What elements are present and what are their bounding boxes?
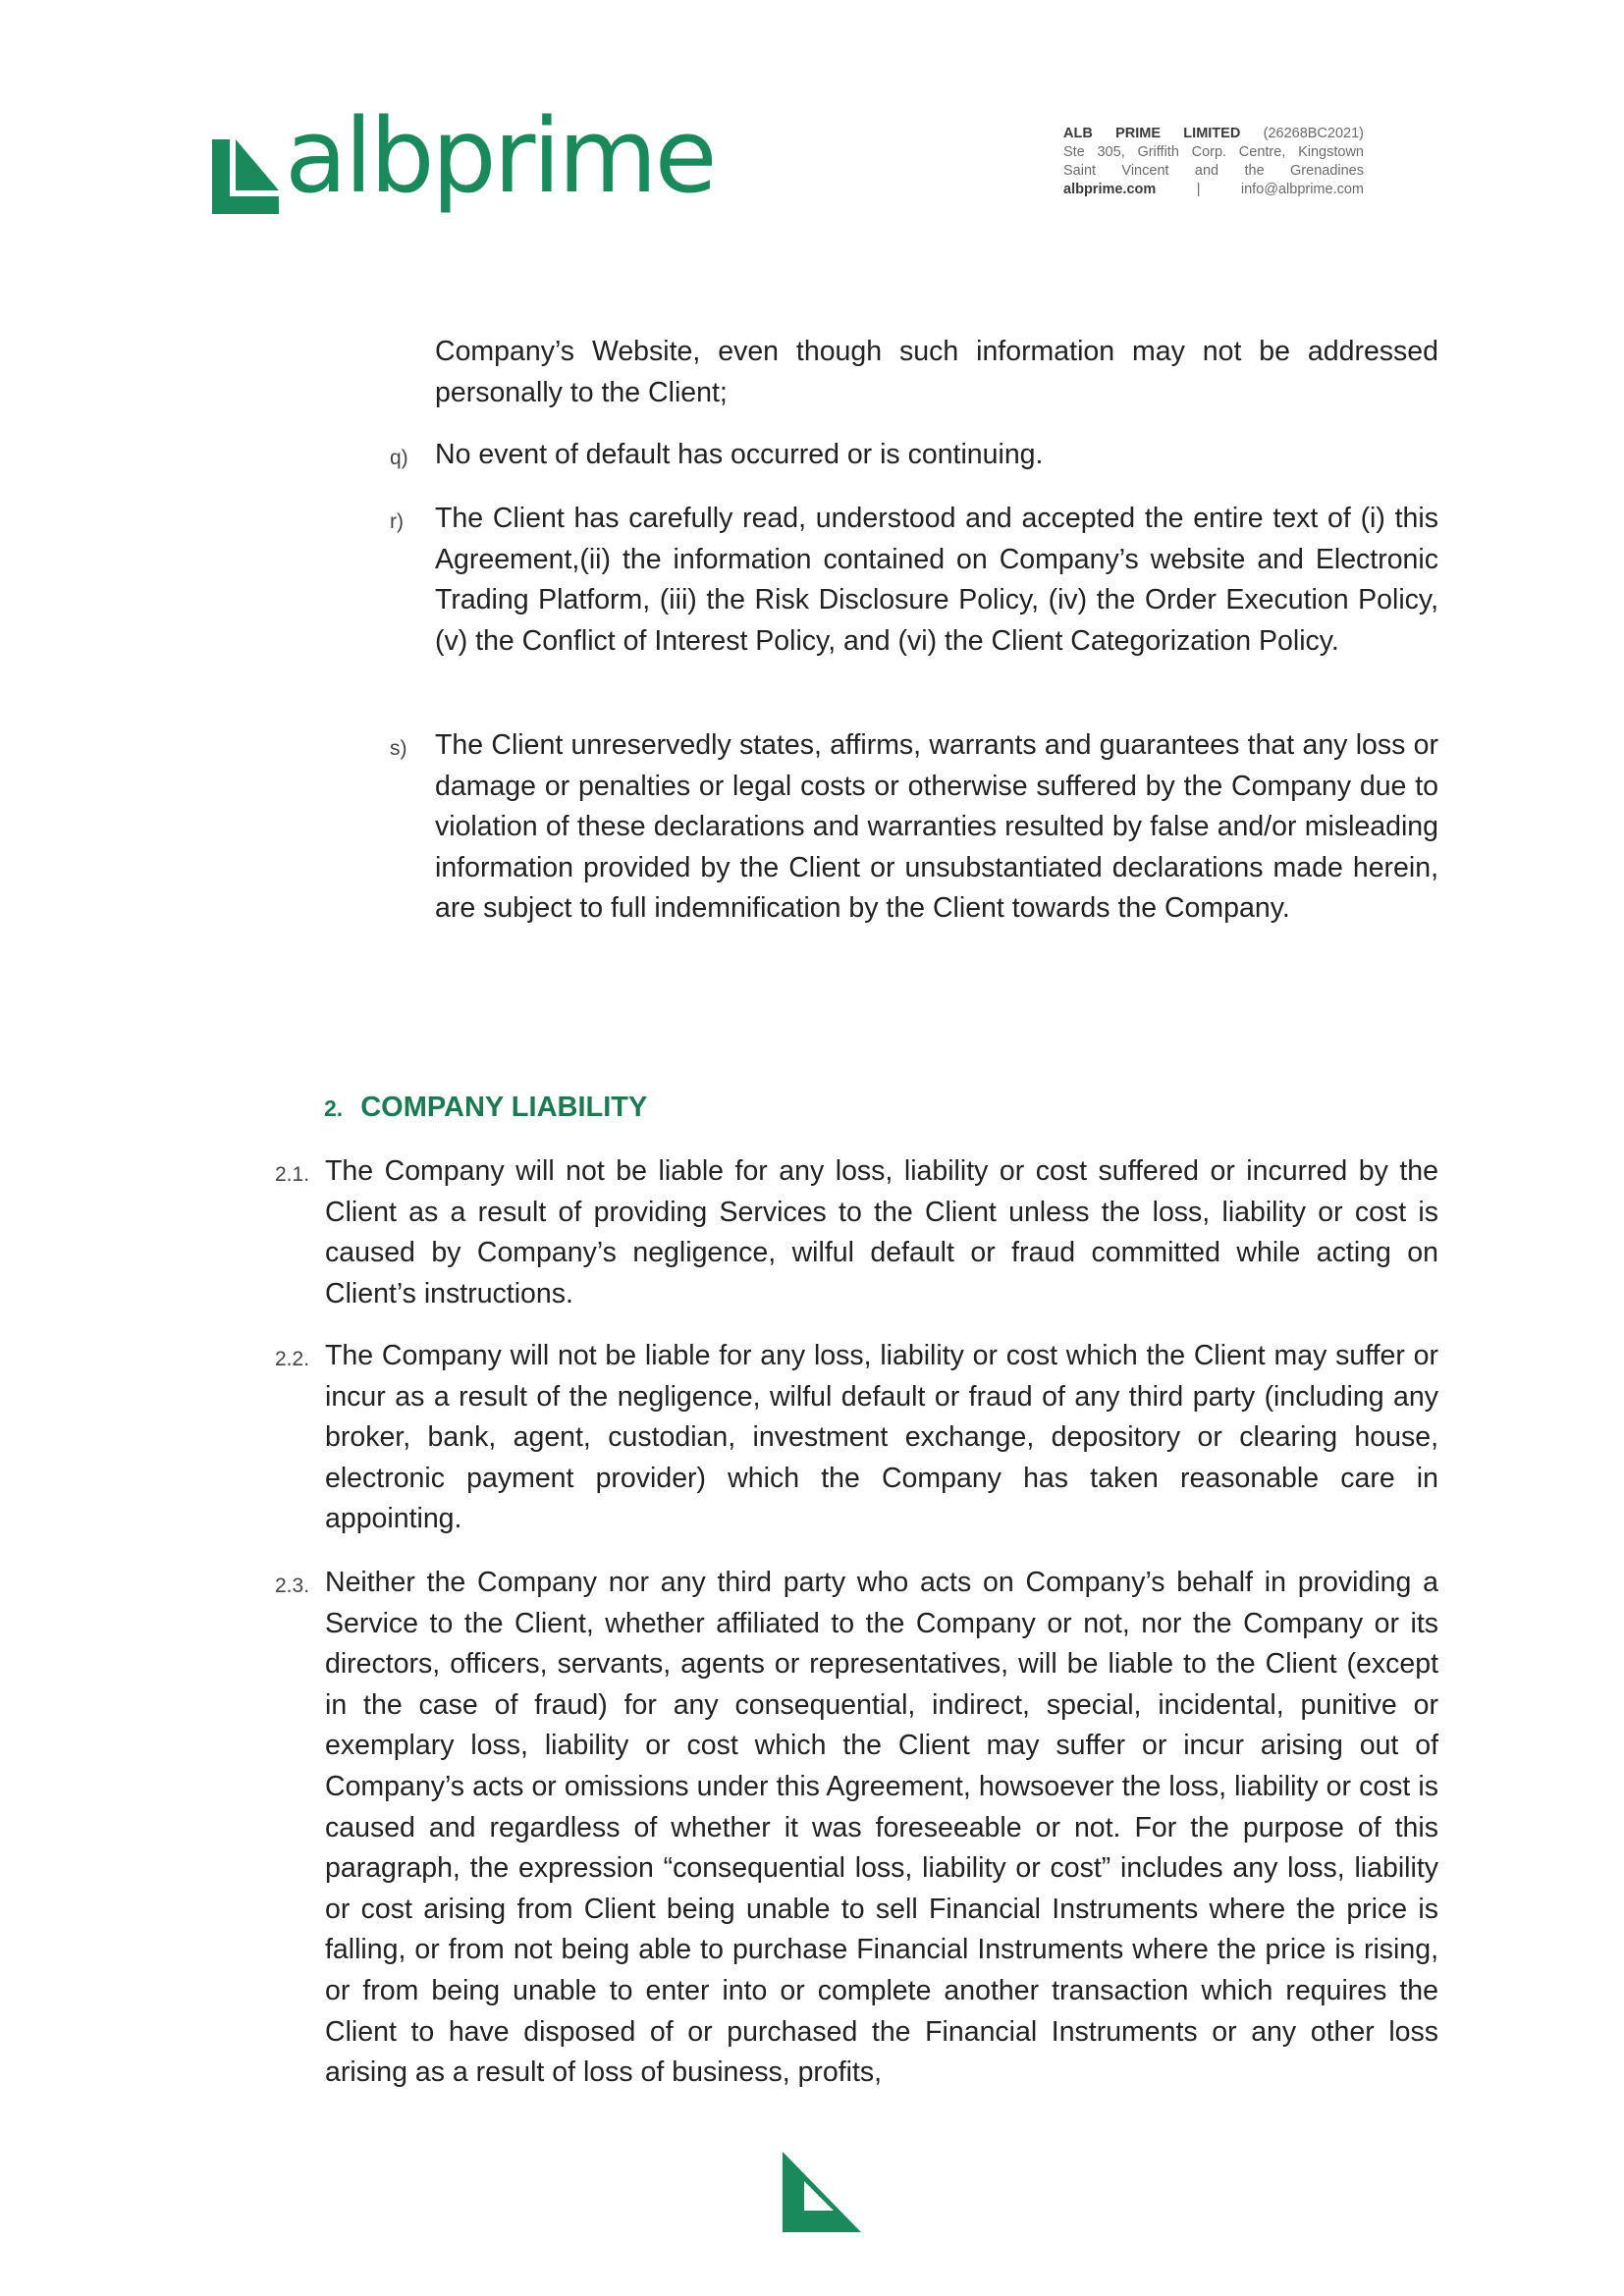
section-number: 2. <box>324 1095 344 1121</box>
registration-number: (26268BC2021) <box>1263 126 1364 141</box>
address-line-2: Saint Vincent and the Grenadines <box>1063 163 1364 179</box>
clause-2-2: The Company will not be liable for any loss, liability or cost which the Client may suffer or incur as a result of the negligence, wilful default or fraud of any third party (including any broker, bank, agent, custodian, investment exchange, depository or clearing house, electronic payment provider) which the Company has taken reasonable care in appointing. <box>325 1340 1438 1535</box>
company-info <box>1063 125 1364 199</box>
clause-2-1: The Company will not be liable for any loss, liability or cost suffered or incurred by the Client as a result of providing Services to the Client unless the loss, liability or cost is caused by Company’s negligence, wilful default or fraud committed while acting on Client’s instructions. <box>325 1155 1438 1309</box>
list-marker-s: s) <box>390 737 407 760</box>
list-item-s: The Client unreservedly states, affirms, warrants and guarantees that any loss or damage or penalties or legal costs or otherwise suffered by the Company due to violation of these declarations and warranties resulted by false and/or misleading information provided by the Client or unsubstantiated declarations made herein, are subject to full indemnification by the Client towards the Company. <box>435 729 1438 925</box>
list-item-q: No event of default has occurred or is continuing. <box>435 439 1044 470</box>
list-marker-q: q) <box>390 447 408 469</box>
clause-number-2-1: 2.1. <box>275 1163 310 1186</box>
footer-logo-mark-icon <box>783 2152 861 2232</box>
website-link[interactable]: albprime.com <box>1063 182 1157 197</box>
albprime-logo <box>212 96 715 216</box>
list-item-r: The Client has carefully read, understood and accepted the entire text of (i) this Agreement,(ii) the information contained on Company’s website and Electronic Trading Platform, (iii) the Risk Disclosure Policy, (iv) the Order Execution Policy, (v) the Conflict of Interest Policy, and (vi) the Client Categorization Policy. <box>435 503 1438 657</box>
address-line-1: Ste 305, Griffith Corp. Centre, Kingstown <box>1063 144 1364 160</box>
continuation-paragraph: Company’s Website, even though such information may not be addressed personally to the Client; <box>435 336 1438 408</box>
clause-2-3: Neither the Company nor any third party who acts on Company’s behalf in providing a Service to the Client, whether affiliated to the Company or not, nor the Company or its directors, officers, servants, agents or representatives, will be liable to the Client (except in the case of fraud) for any consequential, indirect, special, incidental, punitive or exemplary loss, liability or cost which the Client may suffer or incur arising out of Company’s acts or omissions under this Agreement, howsoever the loss, liability or cost is caused and regardless of whether it was foreseeable or not. For the purpose of this paragraph, the expression “consequential loss, liability or cost” includes any loss, liability or cost arising from Client being unable to sell Financial Instruments where the price is falling, or from not being able to purchase Financial Instruments where the price is rising, or from being unable to enter into or complete another transaction which requires the Client to have disposed of or purchased the Financial Instruments or any other loss arising as a result of loss of business, profits, <box>325 1567 1438 2089</box>
logo-wordmark: albprime <box>285 96 715 216</box>
company-name: ALB PRIME LIMITED <box>1063 126 1241 141</box>
section-title: COMPANY LIABILITY <box>360 1092 648 1123</box>
section-heading <box>324 1087 647 1129</box>
contact-line <box>1063 181 1364 199</box>
clause-number-2-3: 2.3. <box>275 1575 310 1597</box>
contact-separator: | <box>1196 182 1201 197</box>
email-link[interactable]: info@albprime.com <box>1240 182 1365 197</box>
list-marker-r: r) <box>390 510 404 533</box>
company-name-line <box>1063 125 1364 143</box>
clause-number-2-2: 2.2. <box>275 1348 310 1370</box>
logo-mark-icon <box>212 139 279 214</box>
